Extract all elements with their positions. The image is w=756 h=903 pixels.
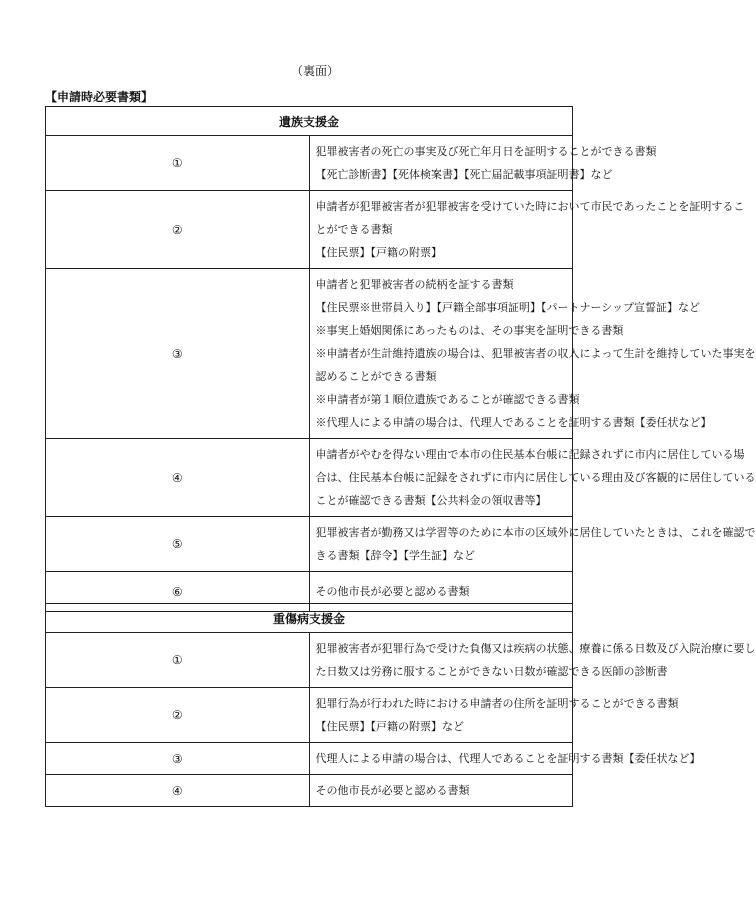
row-number: ⑤: [46, 517, 310, 572]
content-line: ※代理人による申請の場合は、代理人であることを証明する書類【委任状など】: [315, 416, 712, 429]
row-number: ③: [46, 743, 310, 775]
row-content: [309, 439, 756, 517]
bereaved-support-table: [45, 106, 756, 612]
content-line: 犯罪被害者が犯罪行為で受けた負傷又は疾病の状態、療養に係る日数及び入院治療に要し: [315, 642, 756, 655]
content-line: 【住民票※世帯員入り】【戸籍全部事項証明】【パートナーシップ宣誓証】など: [315, 301, 701, 314]
content-line: ※事実上婚姻関係にあったものは、その事実を証明できる書類: [315, 324, 624, 337]
content-line: 認めることができる書類: [315, 370, 437, 383]
row-number: ⑥: [46, 572, 310, 612]
row-content: [309, 191, 745, 269]
content-line: た日数又は労務に服することができない日数が確認できる医師の診断書: [315, 665, 668, 678]
row-number: ④: [46, 439, 310, 517]
table-row: [46, 269, 573, 439]
section-title: 【申請時必要書類】: [45, 90, 154, 104]
content-line: 申請者と犯罪被害者の続柄を証する書類: [315, 278, 514, 291]
row-number: ④: [46, 775, 310, 807]
content-line: 【死亡診断書】【死体検案書】【死亡届記載事項証明書】など: [315, 168, 613, 181]
serious-injury-support-table: [45, 603, 756, 807]
content-line: 【住民票】【戸籍の附票】など: [315, 720, 464, 733]
row-number: ③: [46, 269, 310, 439]
row-number: ②: [46, 688, 310, 743]
content-line: 犯罪被害者の死亡の事実及び死亡年月日を証明することができる書類: [315, 145, 657, 158]
row-content: [309, 633, 756, 688]
page-side-label: （裏面）: [290, 64, 339, 78]
content-line: ことが確認できる書類【公共料金の領収書等】: [315, 494, 547, 507]
table-title: 重傷病支援金: [46, 604, 573, 633]
table-row: [46, 743, 573, 775]
content-line: 犯罪被害者が勤務又は学習等のために本市の区域外に居住していたときは、これを確認で: [315, 526, 756, 539]
content-line: きる書類【辞令】【学生証】など: [315, 549, 475, 562]
row-content: [309, 775, 573, 807]
content-line: 犯罪行為が行われた時における申請者の住所を証明することができる書類: [315, 697, 679, 710]
table-row: [46, 633, 573, 688]
content-line: 申請者がやむを得ない理由で本市の住民基本台帳に記録されずに市内に居住している場: [315, 448, 745, 461]
content-line: 合は、住民基本台帳に記録をされずに市内に居住している理由及び客観的に居住している: [315, 471, 756, 484]
table-row: [46, 439, 573, 517]
row-number: ①: [46, 136, 310, 191]
row-content: [309, 688, 679, 743]
row-content: [309, 269, 756, 439]
row-number: ②: [46, 191, 310, 269]
row-number: ①: [46, 633, 310, 688]
table-row: [46, 517, 573, 572]
row-content: [309, 136, 657, 191]
content-line: とができる書類: [315, 223, 393, 236]
table-row: [46, 775, 573, 807]
row-content: [309, 743, 701, 775]
content-line: その他市長が必要と認める書類: [315, 784, 470, 797]
content-line: 【住民票】【戸籍の附票】: [315, 246, 442, 259]
content-line: 申請者が犯罪被害者が犯罪被害を受けていた時において市民であったことを証明するこ: [315, 200, 745, 213]
content-line: ※申請者が生計維持遺族の場合は、犯罪被害者の収入によって生計を維持していた事実を: [315, 347, 756, 360]
table-row: [46, 191, 573, 269]
content-line: ※申請者が第１順位遺族であることが確認できる書類: [315, 393, 580, 406]
table-title: 遺族支援金: [46, 107, 573, 136]
content-line: その他市長が必要と認める書類: [315, 585, 470, 598]
table-row: [46, 136, 573, 191]
table-row: [46, 688, 573, 743]
row-content: [309, 517, 756, 572]
content-line: 代理人による申請の場合は、代理人であることを証明する書類【委任状など】: [315, 752, 701, 765]
